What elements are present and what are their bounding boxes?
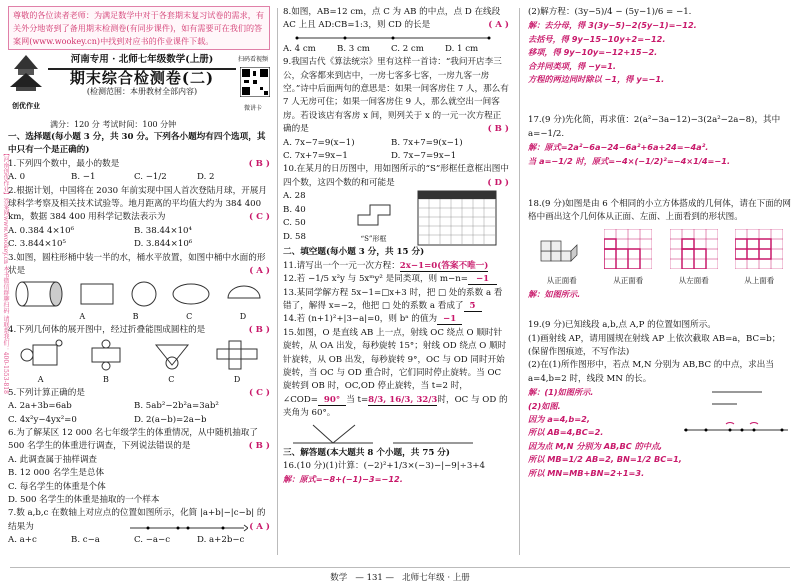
solution-19-2: (2)如图. bbox=[528, 400, 561, 411]
side-strip: 【河南创优作业】答案网www.wookey.cn 本书微信群聊扫码 请联系我们：400-1553-818 bbox=[2, 150, 9, 394]
answer-10: ( D ) bbox=[487, 177, 509, 188]
solution-19-3: 因为 a=4,b=2, bbox=[528, 413, 590, 424]
solution-17-2: 当 a=−1/2 时，原式=−4×(−1/2)²=−4×1/4=−1. bbox=[528, 155, 731, 166]
calendar-grid bbox=[417, 190, 497, 246]
footer-book: 北师七年级 · 上册 bbox=[402, 573, 470, 583]
figure-3 bbox=[8, 280, 270, 308]
question-11: 11.请写出一个一元一次方程：2x−1=0(答案不唯一) bbox=[283, 260, 489, 271]
answer-4: ( B ) bbox=[248, 324, 270, 335]
divider-2 bbox=[519, 8, 520, 555]
question-16b: (2)解方程：(3y−5)/4 − (5y−1)/6 = −1. bbox=[528, 7, 692, 17]
notice-box: 尊敬的各位读者老师：为满足数学中对于各套期末复习试卷的需求，有关外分地寄到了备用期末检测卷(有同步课件)，如有需要可在我们的答案网(www.wookey.cn)中找到对应书的作业课件下载。 bbox=[8, 6, 270, 50]
semicircle-figure bbox=[224, 280, 264, 308]
answer-13: 5 bbox=[464, 301, 482, 312]
cube-stack-figure bbox=[537, 233, 587, 269]
q10-block bbox=[283, 190, 509, 246]
question-3: 3.如图，圆柱形桶中装一半的水，桶水平放置，如图中桶中水面的形状是 ( A ) bbox=[8, 252, 270, 279]
option-6a: A. 此调查属于抽样调查 bbox=[8, 454, 98, 465]
views-figure bbox=[528, 229, 792, 288]
qr-sub: 微讲卡 bbox=[243, 105, 262, 113]
answer-9: ( B ) bbox=[487, 124, 509, 135]
divider-1 bbox=[277, 8, 278, 555]
answer-1: ( B ) bbox=[248, 158, 270, 169]
page-title: 期末综合检测卷(二) bbox=[69, 68, 215, 87]
solution-16b-3: 移项，得 9y−10y=−12+15−2. bbox=[528, 47, 658, 58]
page-footer bbox=[10, 567, 790, 583]
column-right bbox=[528, 6, 792, 480]
rectangle-figure bbox=[77, 280, 117, 308]
question-13: 13.某同学解方程 5x−1=□x+3 时，把 □ 处的系数 a 看错了，解得 x=−2，他把 □ 处的系数 a 看成了 5 bbox=[283, 287, 503, 311]
question-19-p2: (2)在(1)所作图形中，若点 M,N 分别为 AB,BC 的中点，求出当 a=4,b=2 时，线段 MN 的长。 bbox=[528, 360, 774, 384]
answer-5: ( C ) bbox=[249, 387, 270, 398]
brand-name: 创优作业 bbox=[12, 100, 40, 110]
book-subtitle: 河南专用 · 北师七年级数学(上册) bbox=[48, 53, 236, 69]
question-10: 10.在某月的日历图中，用如图所示的“S”形框任意框出图中四个数，这四个数的和可能是 ( D ) bbox=[283, 163, 509, 190]
cylinder-figure bbox=[14, 280, 64, 308]
segment-figure bbox=[293, 33, 493, 43]
ellipse-figure bbox=[171, 280, 211, 308]
circle-figure bbox=[129, 280, 159, 308]
answer-15a: 90° bbox=[318, 395, 346, 406]
qr-block[interactable] bbox=[236, 53, 270, 115]
question-18: 18.(9 分)如图是由 6 个相同的小立方体搭成的几何体，请在下面的网格中画出这个几何体从正面、左面、上面看到的形状图。 bbox=[528, 199, 791, 223]
question-4: 4.下列几何体的展开图中，经过折叠能围成圆柱的是 ( B ) bbox=[8, 324, 270, 337]
page-number: — 131 — bbox=[355, 573, 395, 583]
options-5a: A. 2a+3b=6ab B. 5ab²−2b²a=3ab² bbox=[8, 401, 219, 412]
column-middle bbox=[283, 6, 509, 487]
answer-2: ( C ) bbox=[249, 212, 270, 223]
solution-18: 解：如图所示. bbox=[528, 288, 581, 299]
front-view: 从正面看 bbox=[604, 229, 652, 288]
question-1: 1.下列四个数中，最小的数是 ( B ) bbox=[8, 158, 270, 171]
header bbox=[8, 53, 270, 115]
segment-construction-figure bbox=[682, 386, 792, 446]
question-16: 16.(10 分)(1)计算：(−2)²+1/3×(−3)−|−9|÷3+4 bbox=[283, 460, 486, 471]
options-5b: C. 4x²y−4yx²=0 D. 2(a−b)=2a−b bbox=[8, 414, 207, 425]
options-8: A. 4 cm B. 3 cm C. 2 cm D. 1 cm bbox=[283, 43, 479, 54]
options-1: A. 0 B. −1 C. −1/2 D. 2 bbox=[8, 172, 215, 183]
figure-4-labels: A B C D bbox=[37, 375, 241, 385]
grid-top bbox=[735, 229, 783, 269]
question-15: 15.如图，O 是直线 AB 上一点，射线 OC 绕点 O 顺时针旋转，从 OA 出发，每秒旋转 15°；射线 OD 绕点 O 顺时针旋转，从 OB 出发，每秒旋转 9°，OC 与 OD 同时开始旋转，当 OC 与 OD 重合时，它们同时停止旋转。当 OC 旋转到 OB 时，OC,OD 停止旋转，当 t=2 时，∠COD= 90° 当 t=8/3, 16/3, 32/3时，OC 与 OD 的夹角为 60°。 bbox=[283, 327, 508, 419]
net-b-figure bbox=[84, 339, 128, 371]
options-2b: C. 3.844×10⁵ D. 3.844×10⁶ bbox=[8, 239, 193, 250]
number-line-figure bbox=[128, 520, 248, 534]
solution-19-4: 所以 AB=4,BC=2. bbox=[528, 427, 604, 438]
solution-16a: 解：原式=−8+(−1)−3=−12. bbox=[283, 474, 403, 485]
left-view: 从左面看 bbox=[670, 229, 718, 288]
brand-logo bbox=[8, 53, 44, 110]
solution-16b-2: 去括号，得 9y−15−10y+2=−12. bbox=[528, 33, 666, 44]
qr-code-icon[interactable] bbox=[240, 67, 270, 97]
solid-view: 从正面看 bbox=[537, 233, 587, 288]
options-10: A. 28 B. 40 C. 50 D. 58 bbox=[283, 191, 306, 242]
question-2: 2.根据计划，中国将在 2030 年前实现中国人首次登陆月球，开展月球科学考察及相关技术试验等。地月距离的平均值大约为 384 400 km，数据 384 400 用科学记数法表示为 ( C ) bbox=[8, 185, 270, 225]
s-frame-icon bbox=[356, 203, 392, 227]
option-6c: C. 每名学生的体重是个体 bbox=[8, 481, 106, 492]
question-5: 5.下列计算正确的是 ( C ) bbox=[8, 387, 270, 400]
solution-16b-5: 方程的两边同时除以 −1，得 y=−1. bbox=[528, 74, 665, 85]
answer-12: −1 bbox=[468, 274, 497, 285]
scope-text: (检测范围：本册教材全部内容) bbox=[86, 87, 198, 97]
qr-caption: 扫码看视频 bbox=[237, 56, 268, 64]
answer-8: ( A ) bbox=[488, 20, 509, 31]
options-2a: A. 0.384 4×10⁶ B. 38.44×10⁴ bbox=[8, 225, 192, 236]
net-c-figure bbox=[150, 339, 194, 371]
answer-14: −1 bbox=[437, 314, 462, 325]
question-7: 7.数 a,b,c 在数轴上对应点的位置如图所示，化简 |a+b|−|c−b| 的结果为 ( A ) bbox=[8, 507, 270, 534]
footer-subject: 数学 bbox=[330, 573, 348, 583]
section-solve-title: 三、解答题(本大题共 8 个小题，共 75 分) bbox=[283, 447, 450, 458]
question-6: 6.为了解某区 12 000 名七年级学生的体重情况，从中随机抽取了 500 名学生的体重进行调查，下列说法错误的是 ( B ) bbox=[8, 427, 270, 454]
calendar-figure: “S”形框 bbox=[343, 190, 509, 246]
options-9a: A. 7x−7=9(x−1) B. 7x+7=9(x−1) bbox=[283, 137, 463, 148]
option-6d: D. 500 名学生的体重是抽取的一个样本 bbox=[8, 494, 160, 505]
question-19: 19.(9 分)已知线段 a,b,点 A,P 的位置如图所示。 bbox=[528, 320, 716, 331]
section-choice-title: 一、选择题(每小题 3 分，共 30 分。下列各小题均有四个选项，其中只有一个是正确的) bbox=[8, 132, 266, 156]
options-9b: C. 7x+7=9x−1 D. 7x−7=9x−1 bbox=[283, 151, 457, 162]
net-d-figure bbox=[215, 339, 259, 371]
q19-block bbox=[528, 386, 792, 480]
solution-19-7: 所以 MN=MB+BN=2+1=3. bbox=[528, 467, 645, 478]
question-8: 8.如图，AB=12 cm，点 C 为 AB 的中点，点 D 在线段 AC 上且 AD:CB=1:3，则 CD 的长是 ( A ) bbox=[283, 6, 509, 33]
solution-16b-1: 解：去分母，得 3(3y−5)−2(5y−1)=−12. bbox=[528, 20, 697, 31]
solution-16b-4: 合并同类项，得 −y=1. bbox=[528, 60, 617, 71]
section-fill-title: 二、填空题(每小题 3 分，共 15 分) bbox=[283, 247, 425, 258]
header-text bbox=[48, 53, 236, 98]
grid-front bbox=[604, 229, 652, 269]
answer-7: ( A ) bbox=[249, 521, 270, 532]
top-view: 从上面看 bbox=[735, 229, 783, 288]
question-9: 9.我国古代《算法统宗》里有这样一首诗：“我问开店李三公，众客都来到店中，一房七客多七客，一房九客一房空。”诗中后面两句的意思是：如果一间客房住 7 人，那么有 7 人无房可住；如果一间客房住 9 人，那么就空出一间客房。若设该店有客房 x 间，则列关于 x 的一元一次方程正确的是 ( B ) bbox=[283, 56, 509, 136]
option-6b: B. 12 000 名学生是总体 bbox=[8, 468, 105, 479]
grid-left bbox=[670, 229, 718, 269]
pagoda-icon bbox=[8, 53, 44, 93]
net-a-figure bbox=[19, 339, 63, 371]
question-12: 12.若 −1/5 x²y 与 5xᵐy² 是同类项，则 m−n= −1 bbox=[283, 273, 509, 286]
angle-figure bbox=[283, 421, 483, 447]
question-14: 14.若 (n+1)²+|3−a|=0，则 bᵃ 的值为 −1 bbox=[283, 313, 509, 326]
answer-15b: 8/3, 16/3, 32/3 bbox=[368, 394, 438, 405]
solution-19-5: 因为点 M,N 分别为 AB,BC 的中点, bbox=[528, 440, 663, 451]
solution-19-1: 解：(1)如图所示. bbox=[528, 387, 594, 398]
figure-4 bbox=[8, 339, 270, 371]
solution-19-6: 所以 MB=1/2 AB=2, BN=1/2 BC=1, bbox=[528, 454, 682, 465]
figure-3-labels: A B C D bbox=[79, 312, 247, 322]
solution-17-1: 解：原式=2a²−6a−24−6a²+6a+24=−4a². bbox=[528, 142, 709, 153]
exam-meta: 满分：120 分 考试时间：100 分钟 bbox=[50, 119, 177, 129]
answer-6: ( B ) bbox=[248, 441, 270, 452]
question-19-p1: (1)画射线 AP，请用圆规在射线 AP 上依次截取 AB=a，BC=b；(保留作图痕迹，不写作法) bbox=[528, 333, 781, 357]
options-7: A. a+c B. c−a C. −a−c D. a+2b−c bbox=[8, 535, 245, 546]
answer-11: 2x−1=0(答案不唯一) bbox=[399, 260, 489, 271]
column-left bbox=[8, 6, 270, 548]
question-17: 17.(9 分)先化简，再求值：2(a²−3a−12)−3(2a²−2a−8)，其中 a=−1/2. bbox=[528, 115, 781, 139]
answer-3: ( A ) bbox=[249, 266, 270, 277]
